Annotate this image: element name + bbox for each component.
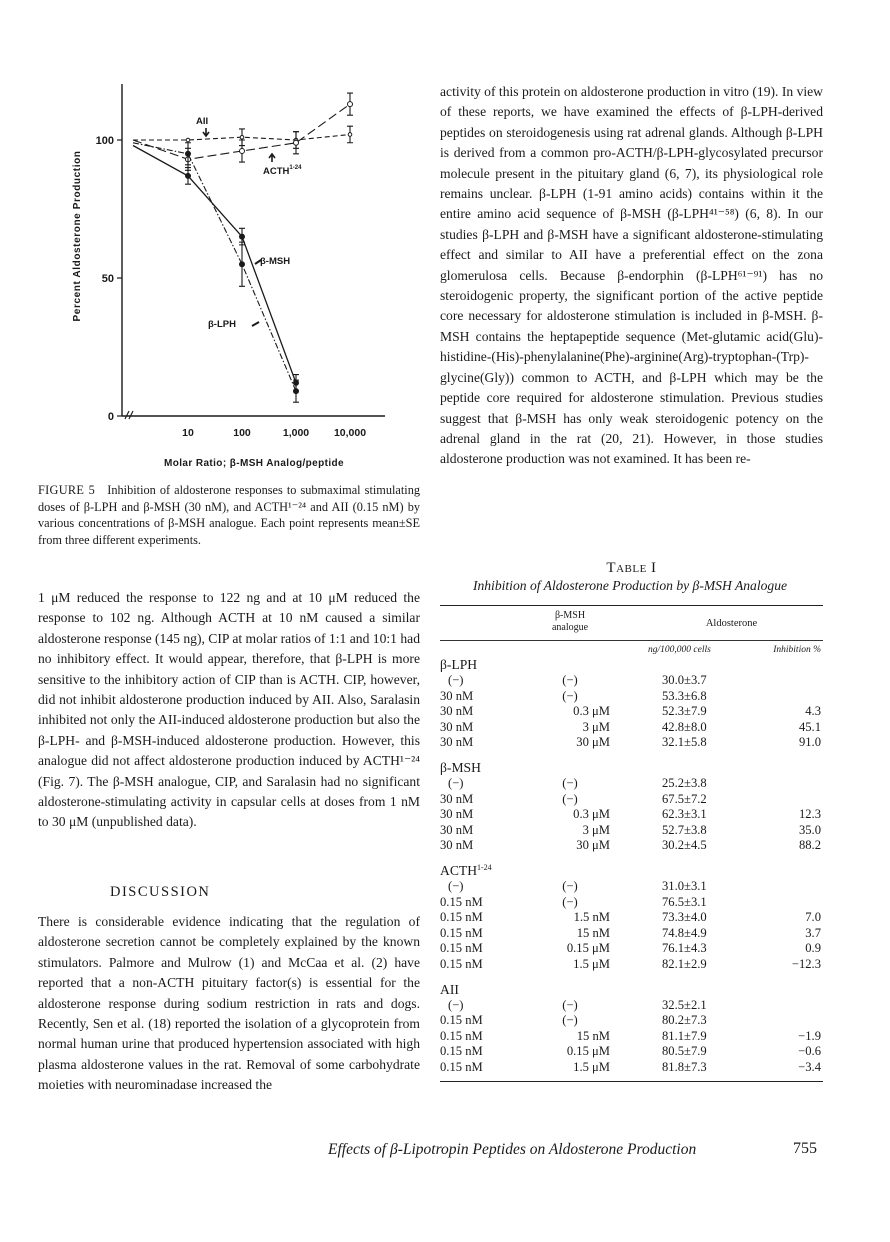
cell-dose: 30 nM	[440, 822, 474, 837]
cell-inhibition: −1.9	[798, 1028, 821, 1043]
cell-analogue: 0.15 μM	[566, 1044, 610, 1059]
cell-dose: 0.15 nM	[440, 894, 483, 909]
table-row	[440, 1029, 823, 1045]
cell-dose: (−)	[448, 878, 464, 893]
discussion-heading: DISCUSSION	[110, 884, 211, 900]
header-aldosterone: Aldosterone	[705, 618, 758, 629]
table-row	[440, 957, 823, 973]
subheader-inhibition: Inhibition %	[773, 645, 821, 655]
cell-inhibition: −3.4	[798, 1059, 821, 1074]
header-analogue-line1: β-MSH	[554, 610, 586, 621]
group-label-text: AII	[440, 981, 459, 997]
cell-analogue: (−)	[562, 673, 578, 687]
cell-inhibition: −12.3	[791, 956, 821, 971]
cell-analogue: 3 μM	[582, 719, 610, 734]
cell-aldosterone: 80.2±7.3	[662, 1013, 707, 1028]
cell-inhibition: 7.0	[805, 910, 821, 925]
cell-dose: 0.15 nM	[440, 1059, 483, 1074]
cell-dose: 30 nM	[440, 838, 474, 853]
table-row	[440, 735, 823, 751]
cell-analogue: 15 nM	[576, 925, 610, 940]
cell-dose: (−)	[448, 997, 464, 1012]
table-row	[440, 704, 823, 720]
table-row	[440, 1013, 823, 1029]
cell-analogue: 15 nM	[576, 1028, 610, 1043]
left-column-paragraph	[38, 588, 420, 833]
cell-aldosterone: 52.3±7.9	[662, 704, 707, 719]
cell-inhibition: 12.3	[798, 807, 821, 822]
table-row	[440, 1060, 823, 1076]
cell-aldosterone: 32.1±5.8	[662, 735, 707, 750]
data-point-marker	[240, 262, 245, 267]
cell-aldosterone: 52.7±3.8	[662, 822, 707, 837]
data-point-marker	[294, 140, 299, 145]
table-body	[440, 657, 823, 1075]
data-table	[440, 605, 823, 1082]
y-tick-0: 0	[107, 411, 114, 423]
cell-dose: 0.15 nM	[440, 1028, 483, 1043]
group-label-text: β-LPH	[440, 657, 478, 672]
table-row	[440, 838, 823, 854]
cell-analogue: (−)	[562, 1013, 578, 1028]
cell-inhibition: 0.9	[805, 941, 821, 956]
cell-aldosterone: 76.1±4.3	[662, 941, 707, 956]
table-title: Table I	[606, 560, 657, 576]
cell-dose: 30 nM	[440, 688, 474, 703]
cell-analogue: (−)	[562, 894, 578, 909]
cell-inhibition: 3.7	[805, 925, 821, 940]
cell-aldosterone: 32.5±2.1	[662, 997, 707, 1012]
table-group	[440, 982, 823, 1076]
table-row	[440, 776, 823, 792]
table-group	[440, 657, 823, 751]
cell-aldosterone: 25.2±3.8	[662, 775, 707, 790]
annotation-msh: β-MSH	[260, 256, 291, 267]
data-point-marker	[240, 149, 245, 154]
running-title: Effects of β-Lipotropin Peptides on Aldosterone Production	[328, 1141, 697, 1158]
group-label-superscript: 1-24	[477, 862, 492, 872]
cell-dose: (−)	[448, 673, 464, 687]
data-point-marker	[348, 102, 353, 107]
arrow-aii-icon	[203, 128, 209, 136]
cell-inhibition: 45.1	[798, 719, 821, 734]
cell-analogue: 30 μM	[576, 735, 610, 750]
group-label-text: β-MSH	[440, 759, 481, 775]
cell-inhibition: 91.0	[798, 735, 821, 750]
cell-analogue: (−)	[562, 997, 578, 1012]
data-point-marker	[186, 138, 190, 142]
table-row	[440, 807, 823, 823]
data-point-marker	[240, 234, 245, 239]
subheader-units: ng/100,000 cells	[648, 645, 711, 655]
cell-aldosterone: 31.0±3.1	[662, 878, 707, 893]
cell-dose: (−)	[448, 775, 464, 790]
cell-aldosterone: 80.5±7.9	[662, 1044, 707, 1059]
cell-aldosterone: 62.3±3.1	[662, 807, 707, 822]
line-chart	[60, 60, 410, 480]
annotation-lph: β-LPH	[208, 319, 236, 330]
group-label	[440, 982, 823, 998]
discussion-paragraph-container	[38, 912, 420, 1096]
cell-analogue: (−)	[562, 791, 578, 806]
cell-dose: 0.15 nM	[440, 956, 483, 971]
results-paragraph: 1 μM reduced the response to 122 ng and at 10 μM reduced the response to 102 ng. Although ACTH at 10 nM caused a similar aldosterone response (145 ng), CIP at molar ratios of 1:1 and 10:1 had no inhibitory effect. It would appear, therefore, that β-LPH is more sensitive to the inhibitory action of CIP than is ACTH. CIP, however, did not inhibit aldosterone production induced by AII. Also, Saralasin inhibited not only the AII-induced aldosterone production but also the β-LPH- and β-MSH-induced aldosterone production. However, this analogue did not affect aldosterone production induced by ACTH¹⁻²⁴ (Fig. 7). The β-MSH analogue, CIP, and Saralasin had no significant aldosterone-stimulating activity in capsular cells at doses from 1 nM to 30 μM (unpublished data).	[38, 590, 420, 830]
cell-aldosterone: 74.8±4.9	[662, 925, 707, 940]
cell-dose: 30 nM	[440, 719, 474, 734]
series-line	[133, 143, 296, 391]
y-tick-50: 50	[101, 273, 114, 285]
table-row	[440, 879, 823, 895]
x-tick-1000: 1,000	[282, 427, 310, 439]
discussion-paragraph: There is considerable evidence indicating that the regulation of aldosterone secretion cannot be completely explained by the known stimulators. Palmore and Mulrow (1) and McCaa et al. (2) have reported that a non-ACTH pituitary factor(s) is essential for the aldosterone response during sodium restriction in rats and dogs. Recently, Sen et al. (18) reported the isolation of a glycoprotein from normal human urine that produced hypertension associated with high plasma aldosterone values in the rat. Removal of some carbohydrate moieties with neurominadase increased the	[38, 914, 420, 1093]
annotation-aii: AII	[196, 116, 209, 127]
group-label	[440, 760, 823, 776]
table-row	[440, 673, 823, 689]
cell-inhibition: 4.3	[805, 704, 821, 719]
data-point-marker	[186, 173, 191, 178]
cell-dose: 0.15 nM	[440, 910, 483, 925]
table-row	[440, 689, 823, 705]
figure-label: FIGURE 5	[38, 483, 96, 497]
table-subheader	[440, 643, 823, 657]
cell-dose: 0.15 nM	[440, 1044, 483, 1059]
header-analogue-line2: analogue	[551, 622, 589, 633]
table-row	[440, 910, 823, 926]
axis-break-mark	[125, 411, 129, 419]
table-row	[440, 823, 823, 839]
cell-dose: 0.15 nM	[440, 1013, 483, 1028]
cell-analogue: 30 μM	[576, 838, 610, 853]
arrow-acth-icon	[269, 154, 275, 162]
series-layer	[133, 93, 353, 402]
table-bottom-rule	[440, 1081, 823, 1082]
cell-dose: 30 nM	[440, 704, 474, 719]
table-row	[440, 792, 823, 808]
header-analogue	[530, 610, 610, 634]
data-point-marker	[186, 151, 191, 156]
table-row	[440, 941, 823, 957]
cell-analogue: (−)	[562, 688, 578, 703]
arrow-lph-icon	[252, 322, 259, 326]
x-tick-10000: 10,000	[333, 427, 367, 439]
data-point-marker	[240, 135, 244, 139]
cell-inhibition: 88.2	[798, 838, 821, 853]
cell-analogue: 1.5 μM	[573, 1059, 610, 1074]
group-label-text: ACTH	[440, 862, 478, 878]
table-caption: Inhibition of Aldosterone Production by β-MSH Analogue	[472, 578, 788, 593]
y-axis-label: Percent Aldosterone Production	[72, 150, 83, 322]
table-header-rule	[440, 640, 823, 641]
table-row	[440, 895, 823, 911]
cell-aldosterone: 82.1±2.9	[662, 956, 707, 971]
data-point-marker	[348, 133, 352, 137]
discussion-continued-paragraph: activity of this protein on aldosterone production in vitro (19). In view of these reports, we have examined the effects of β-LPH-derived peptides on steroidogenesis using rat adrenal glands. Although β-LPH is derived from a common pro-ACTH/β-LPH-glycosylated precursor molecule present in the pituitary gland (6, 7), its physiological role remains unclear. β-LPH (1-91 amino acids) contains within it the entire amino acid sequence of β-MSH (β-LPH⁴¹⁻⁵⁸) (6, 8). In our studies β-LPH and β-MSH have a significant aldosterone-stimulating effect and similar to AII have a preferential effect on the zona glomerulosa cells. Because β-endorphin (β-LPH⁶¹⁻⁹¹) has no steroidogenic property, the significant portion of the active peptide core necessary for aldosterone stimulation is included in β-MSH. β-MSH contains the heptapeptide sequence (Met-glutamic acid(Glu)-histidine-(His)-phenylalanine(Phe)-arginine(Arg)-tryptophan-(Trp)-glycine(Gly)) common to ACTH, and β-LPH which may be the peptide core required for aldosterone stimulation. Previous studies suggest that β-MSH has only weak steroidogenic potency on the adrenal gland in the rat (20, 21). However, in those studies aldosterone production was not examined. It has been re-	[440, 84, 823, 467]
x-axis-label: Molar Ratio; β-MSH Analog/peptide	[163, 458, 345, 469]
group-label	[440, 863, 823, 879]
y-tick-100: 100	[95, 135, 114, 147]
cell-analogue: 1.5 nM	[573, 910, 610, 925]
cell-aldosterone: 67.5±7.2	[662, 791, 707, 806]
cell-aldosterone: 42.8±8.0	[662, 719, 707, 734]
table-row	[440, 1044, 823, 1060]
cell-dose: 0.15 nM	[440, 925, 483, 940]
table-row	[440, 720, 823, 736]
cell-aldosterone: 30.0±3.7	[662, 673, 707, 687]
cell-analogue: 0.3 μM	[573, 704, 610, 719]
cell-aldosterone: 30.2±4.5	[662, 838, 707, 853]
cell-analogue: 0.3 μM	[573, 807, 610, 822]
table-header	[440, 606, 823, 640]
figure-caption	[38, 482, 420, 548]
cell-analogue: 0.15 μM	[566, 941, 610, 956]
table-row	[440, 998, 823, 1014]
annotation-acth: ACTH$^{1-24}$	[263, 165, 302, 177]
cell-aldosterone: 81.8±7.3	[662, 1059, 707, 1074]
cell-analogue: (−)	[562, 775, 578, 790]
cell-inhibition: 35.0	[798, 822, 821, 837]
cell-analogue: (−)	[562, 878, 578, 893]
data-point-marker	[294, 389, 299, 394]
page-number: 755	[793, 1140, 817, 1157]
right-column-paragraph	[440, 82, 823, 470]
x-tick-100: 100	[233, 427, 251, 439]
table-group	[440, 760, 823, 854]
figure-caption-text: Inhibition of aldosterone responses to submaximal stimulating doses of β-LPH and β-MSH (30 nM), and ACTH¹⁻²⁴ and AII (0.15 nM) by various concentrations of β-MSH analogue. Each point represents mean±SE from three different experiments.	[38, 483, 420, 547]
group-label	[440, 657, 823, 673]
table-group	[440, 863, 823, 973]
cell-analogue: 3 μM	[582, 822, 610, 837]
axis-break-mark	[129, 411, 133, 419]
cell-dose: 30 nM	[440, 807, 474, 822]
cell-analogue: 1.5 μM	[573, 956, 610, 971]
x-tick-10: 10	[182, 427, 194, 439]
cell-aldosterone: 81.1±7.9	[662, 1028, 707, 1043]
cell-dose: 0.15 nM	[440, 941, 483, 956]
cell-aldosterone: 73.3±4.0	[662, 910, 707, 925]
cell-aldosterone: 53.3±6.8	[662, 688, 707, 703]
cell-aldosterone: 76.5±3.1	[662, 894, 707, 909]
table-row	[440, 926, 823, 942]
cell-inhibition: −0.6	[798, 1044, 821, 1059]
figure-5-chart	[60, 60, 410, 480]
cell-dose: 30 nM	[440, 735, 474, 750]
cell-dose: 30 nM	[440, 791, 474, 806]
